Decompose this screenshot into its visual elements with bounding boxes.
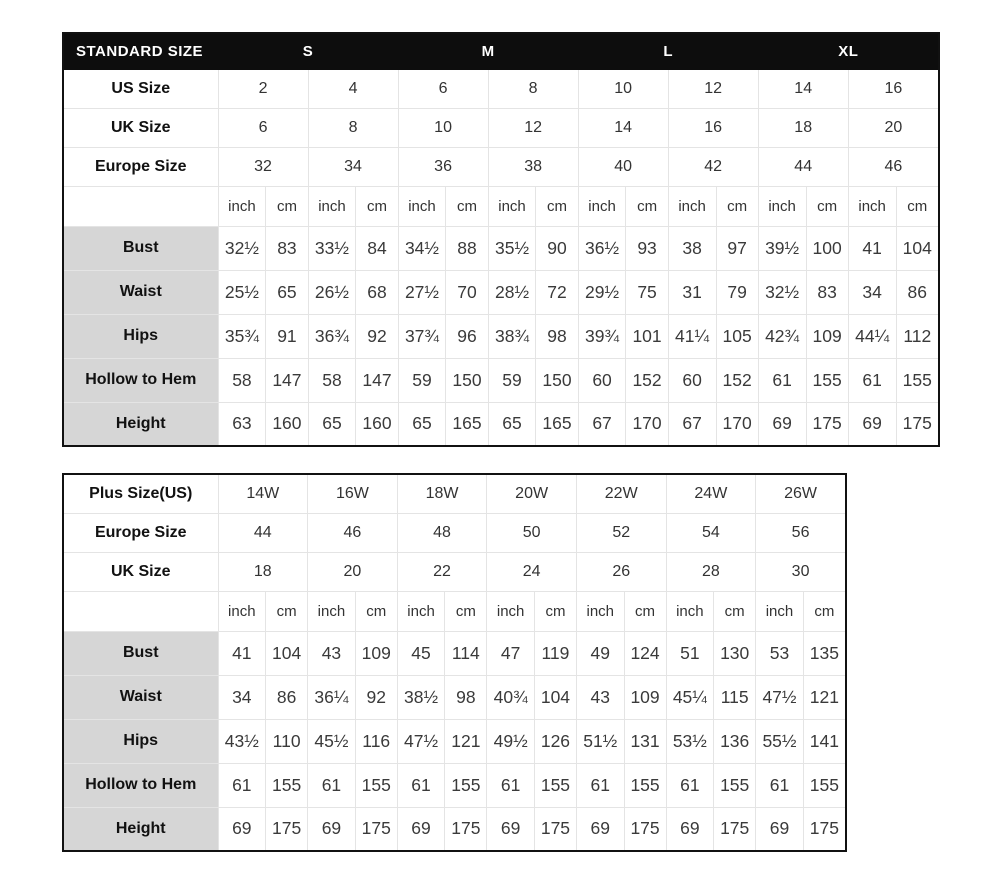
measurement-value-cell: 70 [446, 270, 488, 314]
size-group-header: S [218, 33, 398, 69]
size-value-cell: 26W [756, 474, 846, 513]
size-value-cell: 16W [308, 474, 398, 513]
measurement-value-cell: 100 [806, 226, 848, 270]
measurement-value-cell: 175 [624, 807, 666, 851]
measurement-value-cell: 86 [266, 675, 308, 719]
measurement-value-cell: 51½ [576, 719, 624, 763]
measurement-value-cell: 63 [218, 402, 266, 446]
row-label: US Size [63, 69, 218, 108]
measurement-value-cell: 109 [624, 675, 666, 719]
measurement-value-cell: 59 [398, 358, 446, 402]
measurement-value-cell: 130 [714, 631, 756, 675]
measurement-value-cell: 61 [848, 358, 896, 402]
measurement-value-cell: 175 [803, 807, 846, 851]
size-value-cell: 46 [308, 513, 398, 552]
measurement-value-cell: 175 [806, 402, 848, 446]
measurement-value-cell: 65 [266, 270, 308, 314]
measurement-value-cell: 47½ [397, 719, 445, 763]
measurement-value-cell: 40¾ [487, 675, 535, 719]
measurement-value-cell: 61 [397, 763, 445, 807]
size-value-cell: 18 [758, 108, 848, 147]
size-value-cell: 8 [308, 108, 398, 147]
measurement-value-cell: 141 [803, 719, 846, 763]
measurement-value-cell: 98 [536, 314, 578, 358]
measurement-row [63, 807, 846, 851]
size-value-cell: 30 [756, 552, 846, 591]
measurement-value-cell: 27½ [398, 270, 446, 314]
measurement-value-cell: 83 [266, 226, 308, 270]
unit-header-cell: cm [356, 186, 398, 226]
measurement-value-cell: 28½ [488, 270, 536, 314]
measurement-value-cell: 45½ [308, 719, 356, 763]
measurement-row [63, 675, 846, 719]
size-value-cell: 10 [578, 69, 668, 108]
size-value-cell: 4 [308, 69, 398, 108]
measurement-value-cell: 160 [266, 402, 308, 446]
measurement-value-cell: 105 [716, 314, 758, 358]
measurement-value-cell: 83 [806, 270, 848, 314]
measurement-value-cell: 115 [714, 675, 756, 719]
size-group-header: XL [758, 33, 939, 69]
unit-header-cell: cm [446, 186, 488, 226]
measurement-value-cell: 61 [218, 763, 266, 807]
measurement-value-cell: 69 [756, 807, 804, 851]
measurement-value-cell: 60 [668, 358, 716, 402]
row-label: Height [63, 807, 218, 851]
measurement-value-cell: 175 [266, 807, 308, 851]
standard-size-table [62, 32, 940, 447]
measurement-value-cell: 32½ [218, 226, 266, 270]
size-value-cell: 14W [218, 474, 308, 513]
measurement-value-cell: 47½ [756, 675, 804, 719]
measurement-value-cell: 36¼ [308, 675, 356, 719]
unit-header-cell: inch [218, 591, 266, 631]
measurement-value-cell: 33½ [308, 226, 356, 270]
measurement-value-cell: 60 [578, 358, 626, 402]
measurement-value-cell: 110 [266, 719, 308, 763]
unit-header-cell: cm [896, 186, 939, 226]
measurement-value-cell: 92 [355, 675, 397, 719]
measurement-value-cell: 44¼ [848, 314, 896, 358]
size-value-cell: 54 [666, 513, 756, 552]
unit-header-cell: cm [716, 186, 758, 226]
unit-header-cell: cm [445, 591, 487, 631]
measurement-row [63, 763, 846, 807]
unit-header-cell: cm [266, 186, 308, 226]
row-label: UK Size [63, 552, 218, 591]
size-value-cell: 32 [218, 147, 308, 186]
measurement-value-cell: 35¾ [218, 314, 266, 358]
measurement-value-cell: 58 [218, 358, 266, 402]
row-label: Hollow to Hem [63, 358, 218, 402]
measurement-value-cell: 88 [446, 226, 488, 270]
unit-header-cell: cm [624, 591, 666, 631]
measurement-value-cell: 41 [218, 631, 266, 675]
measurement-value-cell: 147 [266, 358, 308, 402]
measurement-value-cell: 38 [668, 226, 716, 270]
measurement-value-cell: 39½ [758, 226, 806, 270]
size-row [63, 69, 939, 108]
unit-header-cell: inch [398, 186, 446, 226]
measurement-value-cell: 65 [398, 402, 446, 446]
size-group-header: L [578, 33, 758, 69]
measurement-value-cell: 160 [356, 402, 398, 446]
measurement-value-cell: 150 [446, 358, 488, 402]
measurement-value-cell: 53½ [666, 719, 714, 763]
measurement-value-cell: 152 [716, 358, 758, 402]
size-row [63, 552, 846, 591]
size-value-cell: 14 [578, 108, 668, 147]
measurement-value-cell: 69 [576, 807, 624, 851]
measurement-value-cell: 155 [445, 763, 487, 807]
measurement-value-cell: 155 [806, 358, 848, 402]
measurement-value-cell: 26½ [308, 270, 356, 314]
measurement-value-cell: 34 [848, 270, 896, 314]
measurement-value-cell: 131 [624, 719, 666, 763]
row-label: Waist [63, 675, 218, 719]
measurement-row [63, 719, 846, 763]
unit-header-cell: inch [308, 186, 356, 226]
unit-header-cell: inch [758, 186, 806, 226]
unit-header-cell: cm [534, 591, 576, 631]
measurement-value-cell: 165 [536, 402, 578, 446]
size-value-cell: 20 [848, 108, 939, 147]
measurement-value-cell: 61 [487, 763, 535, 807]
row-label: Hips [63, 719, 218, 763]
measurement-value-cell: 135 [803, 631, 846, 675]
row-label: UK Size [63, 108, 218, 147]
measurement-value-cell: 155 [896, 358, 939, 402]
size-value-cell: 56 [756, 513, 846, 552]
unit-header-cell: cm [355, 591, 397, 631]
measurement-value-cell: 96 [446, 314, 488, 358]
size-value-cell: 42 [668, 147, 758, 186]
unit-header-cell: cm [803, 591, 846, 631]
size-value-cell: 18W [397, 474, 487, 513]
unit-header-cell: inch [578, 186, 626, 226]
unit-header-cell: inch [308, 591, 356, 631]
unit-header-cell: cm [806, 186, 848, 226]
measurement-value-cell: 155 [534, 763, 576, 807]
measurement-value-cell: 65 [488, 402, 536, 446]
measurement-value-cell: 69 [758, 402, 806, 446]
row-label: Waist [63, 270, 218, 314]
measurement-value-cell: 155 [624, 763, 666, 807]
measurement-value-cell: 61 [666, 763, 714, 807]
unit-header-cell: inch [218, 186, 266, 226]
size-row [63, 147, 939, 186]
measurement-value-cell: 109 [806, 314, 848, 358]
size-value-cell: 46 [848, 147, 939, 186]
size-value-cell: 24W [666, 474, 756, 513]
size-value-cell: 18 [218, 552, 308, 591]
measurement-value-cell: 119 [534, 631, 576, 675]
measurement-value-cell: 36½ [578, 226, 626, 270]
row-label: Bust [63, 226, 218, 270]
measurement-value-cell: 61 [576, 763, 624, 807]
empty-corner-cell [63, 591, 218, 631]
size-group-header: M [398, 33, 578, 69]
measurement-value-cell: 65 [308, 402, 356, 446]
measurement-value-cell: 104 [896, 226, 939, 270]
measurement-value-cell: 41¼ [668, 314, 716, 358]
measurement-value-cell: 90 [536, 226, 578, 270]
measurement-value-cell: 34½ [398, 226, 446, 270]
size-value-cell: 20 [308, 552, 398, 591]
measurement-value-cell: 35½ [488, 226, 536, 270]
measurement-value-cell: 126 [534, 719, 576, 763]
size-value-cell: 28 [666, 552, 756, 591]
measurement-value-cell: 34 [218, 675, 266, 719]
unit-header-cell: inch [666, 591, 714, 631]
size-value-cell: 24 [487, 552, 577, 591]
row-label: Height [63, 402, 218, 446]
unit-header-cell: cm [266, 591, 308, 631]
measurement-value-cell: 61 [758, 358, 806, 402]
size-value-cell: 12 [488, 108, 578, 147]
plus-size-table [62, 473, 847, 852]
measurement-value-cell: 43 [576, 675, 624, 719]
measurement-value-cell: 92 [356, 314, 398, 358]
measurement-value-cell: 114 [445, 631, 487, 675]
size-value-cell: 16 [848, 69, 939, 108]
measurement-value-cell: 116 [355, 719, 397, 763]
size-value-cell: 6 [218, 108, 308, 147]
measurement-value-cell: 45¼ [666, 675, 714, 719]
measurement-value-cell: 109 [355, 631, 397, 675]
measurement-value-cell: 67 [578, 402, 626, 446]
measurement-value-cell: 68 [356, 270, 398, 314]
measurement-value-cell: 42¾ [758, 314, 806, 358]
size-value-cell: 22W [576, 474, 666, 513]
measurement-value-cell: 136 [714, 719, 756, 763]
measurement-value-cell: 97 [716, 226, 758, 270]
measurement-value-cell: 175 [445, 807, 487, 851]
size-value-cell: 26 [576, 552, 666, 591]
measurement-value-cell: 32½ [758, 270, 806, 314]
measurement-value-cell: 93 [626, 226, 668, 270]
unit-header-cell: inch [576, 591, 624, 631]
measurement-value-cell: 59 [488, 358, 536, 402]
measurement-value-cell: 47 [487, 631, 535, 675]
unit-header-cell: cm [714, 591, 756, 631]
measurement-value-cell: 69 [397, 807, 445, 851]
measurement-value-cell: 36¾ [308, 314, 356, 358]
measurement-row [63, 631, 846, 675]
unit-header-cell: inch [487, 591, 535, 631]
unit-header-cell: inch [397, 591, 445, 631]
size-value-cell: 52 [576, 513, 666, 552]
measurement-value-cell: 38½ [397, 675, 445, 719]
measurement-row [63, 270, 939, 314]
size-value-cell: 44 [758, 147, 848, 186]
table-header-row [63, 33, 939, 69]
size-row [63, 108, 939, 147]
measurement-value-cell: 49½ [487, 719, 535, 763]
unit-header-cell: inch [488, 186, 536, 226]
row-label: Hips [63, 314, 218, 358]
measurement-value-cell: 69 [218, 807, 266, 851]
measurement-value-cell: 58 [308, 358, 356, 402]
measurement-value-cell: 69 [848, 402, 896, 446]
measurement-value-cell: 61 [308, 763, 356, 807]
unit-header-row [63, 591, 846, 631]
measurement-value-cell: 49 [576, 631, 624, 675]
measurement-value-cell: 170 [716, 402, 758, 446]
measurement-value-cell: 75 [626, 270, 668, 314]
row-label: Bust [63, 631, 218, 675]
unit-header-cell: cm [536, 186, 578, 226]
measurement-row [63, 402, 939, 446]
measurement-value-cell: 61 [756, 763, 804, 807]
measurement-value-cell: 43 [308, 631, 356, 675]
measurement-value-cell: 175 [714, 807, 756, 851]
measurement-value-cell: 25½ [218, 270, 266, 314]
measurement-value-cell: 79 [716, 270, 758, 314]
size-value-cell: 20W [487, 474, 577, 513]
measurement-value-cell: 175 [355, 807, 397, 851]
measurement-row [63, 358, 939, 402]
measurement-value-cell: 175 [896, 402, 939, 446]
measurement-value-cell: 69 [308, 807, 356, 851]
size-value-cell: 38 [488, 147, 578, 186]
unit-header-cell: inch [668, 186, 716, 226]
size-value-cell: 6 [398, 69, 488, 108]
measurement-value-cell: 67 [668, 402, 716, 446]
unit-header-row [63, 186, 939, 226]
measurement-value-cell: 124 [624, 631, 666, 675]
measurement-value-cell: 101 [626, 314, 668, 358]
measurement-value-cell: 155 [266, 763, 308, 807]
size-value-cell: 12 [668, 69, 758, 108]
measurement-value-cell: 38¾ [488, 314, 536, 358]
measurement-value-cell: 45 [397, 631, 445, 675]
measurement-value-cell: 55½ [756, 719, 804, 763]
size-value-cell: 36 [398, 147, 488, 186]
measurement-value-cell: 121 [803, 675, 846, 719]
measurement-value-cell: 104 [266, 631, 308, 675]
measurement-row [63, 226, 939, 270]
size-value-cell: 40 [578, 147, 668, 186]
measurement-value-cell: 147 [356, 358, 398, 402]
measurement-value-cell: 39¾ [578, 314, 626, 358]
unit-header-cell: inch [848, 186, 896, 226]
size-value-cell: 10 [398, 108, 488, 147]
measurement-value-cell: 112 [896, 314, 939, 358]
row-label: Plus Size(US) [63, 474, 218, 513]
size-value-cell: 14 [758, 69, 848, 108]
size-value-cell: 8 [488, 69, 578, 108]
size-value-cell: 44 [218, 513, 308, 552]
measurement-value-cell: 150 [536, 358, 578, 402]
measurement-value-cell: 41 [848, 226, 896, 270]
size-value-cell: 48 [397, 513, 487, 552]
size-value-cell: 2 [218, 69, 308, 108]
measurement-value-cell: 29½ [578, 270, 626, 314]
measurement-value-cell: 175 [534, 807, 576, 851]
measurement-value-cell: 155 [355, 763, 397, 807]
measurement-value-cell: 43½ [218, 719, 266, 763]
measurement-value-cell: 104 [534, 675, 576, 719]
measurement-value-cell: 91 [266, 314, 308, 358]
measurement-value-cell: 98 [445, 675, 487, 719]
measurement-value-cell: 84 [356, 226, 398, 270]
row-label: Europe Size [63, 513, 218, 552]
size-value-cell: 34 [308, 147, 398, 186]
empty-corner-cell [63, 186, 218, 226]
unit-header-cell: cm [626, 186, 668, 226]
measurement-value-cell: 155 [714, 763, 756, 807]
measurement-value-cell: 69 [666, 807, 714, 851]
measurement-value-cell: 170 [626, 402, 668, 446]
unit-header-cell: inch [756, 591, 804, 631]
measurement-value-cell: 86 [896, 270, 939, 314]
measurement-row [63, 314, 939, 358]
measurement-value-cell: 37¾ [398, 314, 446, 358]
size-value-cell: 22 [397, 552, 487, 591]
measurement-value-cell: 31 [668, 270, 716, 314]
size-row [63, 474, 846, 513]
row-label: Hollow to Hem [63, 763, 218, 807]
measurement-value-cell: 152 [626, 358, 668, 402]
table-title: STANDARD SIZE [63, 33, 218, 69]
size-value-cell: 16 [668, 108, 758, 147]
row-label: Europe Size [63, 147, 218, 186]
measurement-value-cell: 53 [756, 631, 804, 675]
measurement-value-cell: 155 [803, 763, 846, 807]
measurement-value-cell: 121 [445, 719, 487, 763]
size-row [63, 513, 846, 552]
measurement-value-cell: 69 [487, 807, 535, 851]
measurement-value-cell: 165 [446, 402, 488, 446]
size-value-cell: 50 [487, 513, 577, 552]
measurement-value-cell: 51 [666, 631, 714, 675]
measurement-value-cell: 72 [536, 270, 578, 314]
